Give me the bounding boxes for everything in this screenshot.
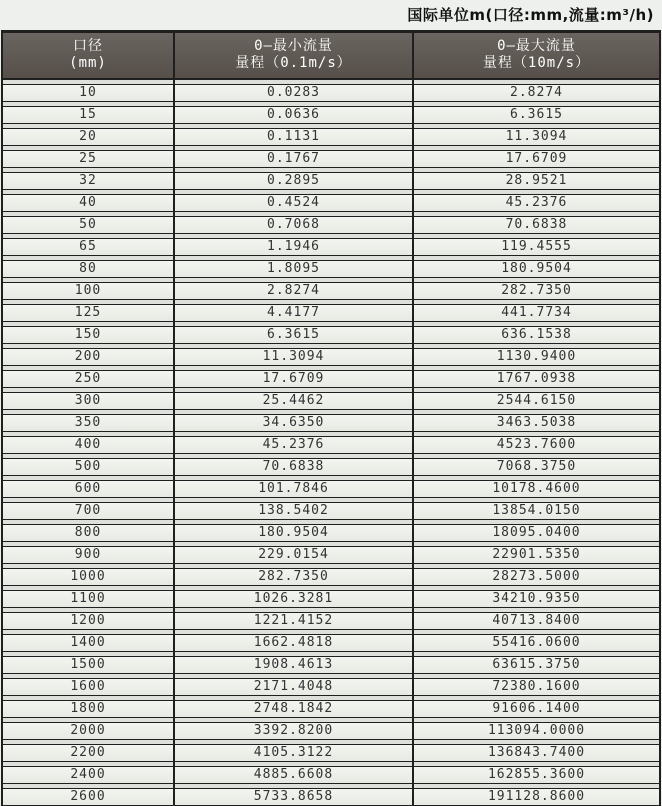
max-flow-value: 191128.8600: [414, 788, 661, 806]
min-flow-value: 3392.8200: [175, 722, 414, 740]
diameter-value: 300: [1, 392, 175, 410]
max-flow-value: 119.4555: [414, 238, 661, 256]
max-flow-value: 72380.1600: [414, 678, 661, 696]
max-flow-value: 3463.5038: [414, 414, 661, 432]
header-max-flow-label: 0—最大流量: [497, 38, 576, 54]
max-flow-value: 113094.0000: [414, 722, 661, 740]
max-flow-value: 34210.9350: [414, 590, 661, 608]
min-flow-value: 34.6350: [175, 414, 414, 432]
diameter-value: 600: [1, 480, 175, 498]
min-flow-value: 1221.4152: [175, 612, 414, 630]
min-flow-value: 2.8274: [175, 282, 414, 300]
max-flow-value: 13854.0150: [414, 502, 661, 520]
max-flow-value: 136843.7400: [414, 744, 661, 762]
header-diameter-label: 口径: [73, 38, 103, 54]
max-flow-value: 91606.1400: [414, 700, 661, 718]
diameter-value: 2600: [1, 788, 175, 806]
max-flow-value: 45.2376: [414, 194, 661, 212]
header-min-flow: [175, 33, 414, 80]
min-flow-value: 45.2376: [175, 436, 414, 454]
min-flow-value: 11.3094: [175, 348, 414, 366]
max-flow-value: 636.1538: [414, 326, 661, 344]
max-flow-value: 441.7734: [414, 304, 661, 322]
diameter-value: 1800: [1, 700, 175, 718]
max-flow-value: 282.7350: [414, 282, 661, 300]
title-bar: [0, 0, 662, 30]
min-flow-value: 0.0283: [175, 84, 414, 102]
min-flow-value: 0.0636: [175, 106, 414, 124]
header-min-flow-label: 0—最小流量: [254, 38, 333, 54]
diameter-value: 125: [1, 304, 175, 322]
diameter-value: 20: [1, 128, 175, 146]
max-flow-value: 1767.0938: [414, 370, 661, 388]
min-flow-value: 4.4177: [175, 304, 414, 322]
min-flow-value: 1908.4613: [175, 656, 414, 674]
max-flow-value: 4523.7600: [414, 436, 661, 454]
min-flow-value: 4885.6608: [175, 766, 414, 784]
diameter-value: 350: [1, 414, 175, 432]
min-flow-value: 2171.4048: [175, 678, 414, 696]
min-flow-value: 6.3615: [175, 326, 414, 344]
diameter-value: 2000: [1, 722, 175, 740]
min-flow-value: 180.9504: [175, 524, 414, 542]
diameter-value: 1000: [1, 568, 175, 586]
max-flow-value: 6.3615: [414, 106, 661, 124]
max-flow-value: 2.8274: [414, 84, 661, 102]
diameter-value: 2200: [1, 744, 175, 762]
header-max-flow-range: 量程（10m/s）: [482, 55, 591, 71]
header-max-flow: [414, 33, 661, 80]
diameter-value: 1600: [1, 678, 175, 696]
max-flow-value: 7068.3750: [414, 458, 661, 476]
max-flow-value: 18095.0400: [414, 524, 661, 542]
min-flow-value: 1.1946: [175, 238, 414, 256]
diameter-value: 200: [1, 348, 175, 366]
diameter-value: 700: [1, 502, 175, 520]
header-diameter: [1, 33, 175, 80]
diameter-value: 25: [1, 150, 175, 168]
diameter-value: 50: [1, 216, 175, 234]
flow-range-table: [1, 30, 661, 806]
diameter-value: 32: [1, 172, 175, 190]
min-flow-value: 4105.3122: [175, 744, 414, 762]
min-flow-value: 0.1767: [175, 150, 414, 168]
max-flow-value: 2544.6150: [414, 392, 661, 410]
min-flow-value: 282.7350: [175, 568, 414, 586]
max-flow-value: 17.6709: [414, 150, 661, 168]
diameter-value: 10: [1, 84, 175, 102]
max-flow-value: 28273.5000: [414, 568, 661, 586]
diameter-value: 400: [1, 436, 175, 454]
diameter-value: 100: [1, 282, 175, 300]
diameter-value: 900: [1, 546, 175, 564]
header-min-flow-range: 量程（0.1m/s）: [235, 55, 352, 71]
min-flow-value: 0.1131: [175, 128, 414, 146]
min-flow-value: 70.6838: [175, 458, 414, 476]
max-flow-value: 10178.4600: [414, 480, 661, 498]
diameter-value: 2400: [1, 766, 175, 784]
diameter-value: 1400: [1, 634, 175, 652]
min-flow-value: 5733.8658: [175, 788, 414, 806]
max-flow-value: 63615.3750: [414, 656, 661, 674]
max-flow-value: 180.9504: [414, 260, 661, 278]
min-flow-value: 0.2895: [175, 172, 414, 190]
diameter-value: 150: [1, 326, 175, 344]
max-flow-value: 55416.0600: [414, 634, 661, 652]
diameter-value: 40: [1, 194, 175, 212]
diameter-value: 250: [1, 370, 175, 388]
min-flow-value: 138.5402: [175, 502, 414, 520]
min-flow-value: 25.4462: [175, 392, 414, 410]
max-flow-value: 70.6838: [414, 216, 661, 234]
max-flow-value: 40713.8400: [414, 612, 661, 630]
max-flow-value: 162855.3600: [414, 766, 661, 784]
diameter-value: 1500: [1, 656, 175, 674]
min-flow-value: 17.6709: [175, 370, 414, 388]
min-flow-value: 229.0154: [175, 546, 414, 564]
max-flow-value: 22901.5350: [414, 546, 661, 564]
min-flow-value: 1.8095: [175, 260, 414, 278]
diameter-value: 65: [1, 238, 175, 256]
diameter-value: 1200: [1, 612, 175, 630]
min-flow-value: 0.7068: [175, 216, 414, 234]
min-flow-value: 2748.1842: [175, 700, 414, 718]
min-flow-value: 1662.4818: [175, 634, 414, 652]
min-flow-value: 1026.3281: [175, 590, 414, 608]
header-diameter-unit: (mm): [69, 55, 107, 71]
diameter-value: 500: [1, 458, 175, 476]
max-flow-value: 28.9521: [414, 172, 661, 190]
diameter-value: 80: [1, 260, 175, 278]
min-flow-value: 0.4524: [175, 194, 414, 212]
page-title: 国际单位m(口径:mm,流量:m³/h): [407, 6, 654, 24]
max-flow-value: 1130.9400: [414, 348, 661, 366]
diameter-value: 800: [1, 524, 175, 542]
max-flow-value: 11.3094: [414, 128, 661, 146]
diameter-value: 1100: [1, 590, 175, 608]
diameter-value: 15: [1, 106, 175, 124]
min-flow-value: 101.7846: [175, 480, 414, 498]
